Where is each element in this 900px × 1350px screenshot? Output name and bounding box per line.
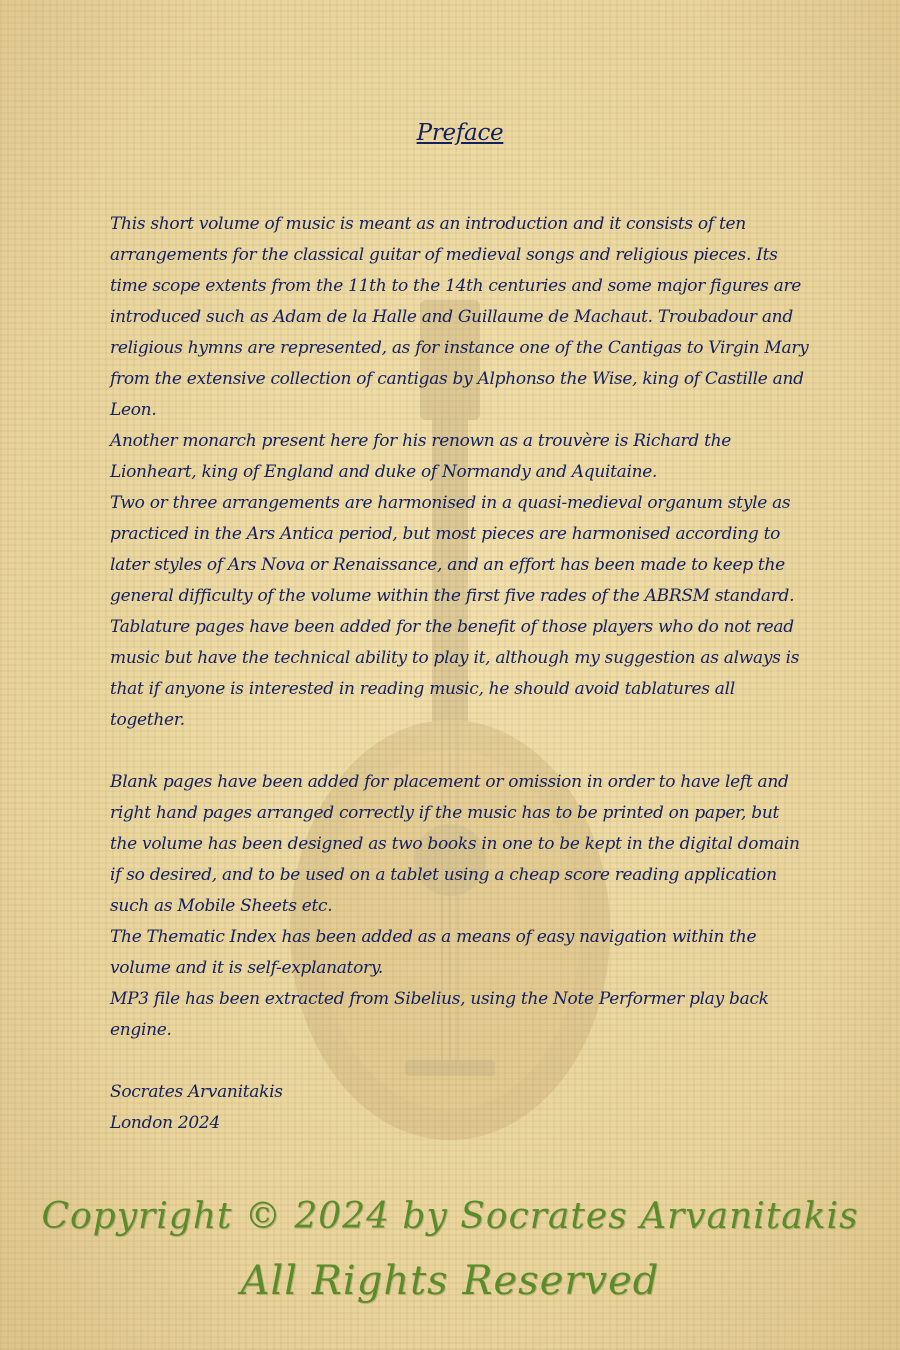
- preface-paragraph: Two or three arrangements are harmonised in a quasi-medieval organum style as practiced in the Ars Antica period, but most pieces are harmonised according to later styles of Ars Nova or Renaissance, and an effort has been made to keep the general difficulty of the volume within the first five rades of the ABRSM standard.: [110, 493, 795, 606]
- preface-text-block: [110, 115, 810, 1139]
- place-and-year: London 2024: [110, 1113, 220, 1133]
- preface-paragraph: The Thematic Index has been added as a means of easy navigation within the volume and it is self-explanatory.: [110, 927, 757, 978]
- preface-paragraph: This short volume of music is meant as an introduction and it consists of ten arrangements for the classical guitar of medieval songs and religious pieces. Its time scope extents from the 11th to the 14th centuries and some major figures are introduced such as Adam de la Halle and Guillaume de Machaut. Troubadour and religious hymns are represented, as for instance one of the Cantigas to Virgin Mary from the extensive collection of cantigas by Alphonso the Wise, king of Castille and Leon.: [110, 214, 809, 420]
- author-name: Socrates Arvanitakis: [110, 1082, 283, 1102]
- rights-reserved-notice: All Rights Reserved: [240, 1258, 660, 1304]
- preface-paragraph: Blank pages have been added for placement or omission in order to have left and right hand pages arranged correctly if the music has to be printed on paper, but the volume has been designed as two books in one to be kept in the digital domain if so desired, and to be used on a tablet using a cheap score reading application such as Mobile Sheets etc.: [110, 772, 800, 916]
- copyright-notice: Copyright © 2024 by Socrates Arvanitakis: [41, 1196, 859, 1237]
- preface-paragraph: Another monarch present here for his renown as a trouvère is Richard the Lionheart, king of England and duke of Normandy and Aquitaine.: [110, 431, 732, 482]
- paragraph-spacer: [110, 736, 810, 767]
- preface-paragraph: MP3 file has been extracted from Sibelius, using the Note Performer play back engine.: [110, 989, 769, 1040]
- signature-block: [110, 1077, 810, 1139]
- preface-paragraph: Tablature pages have been added for the benefit of those players who do not read music but have the technical ability to play it, although my suggestion as always is that if anyone is interested in reading music, he should avoid tablatures all together.: [110, 617, 800, 730]
- preface-title: Preface: [416, 120, 504, 146]
